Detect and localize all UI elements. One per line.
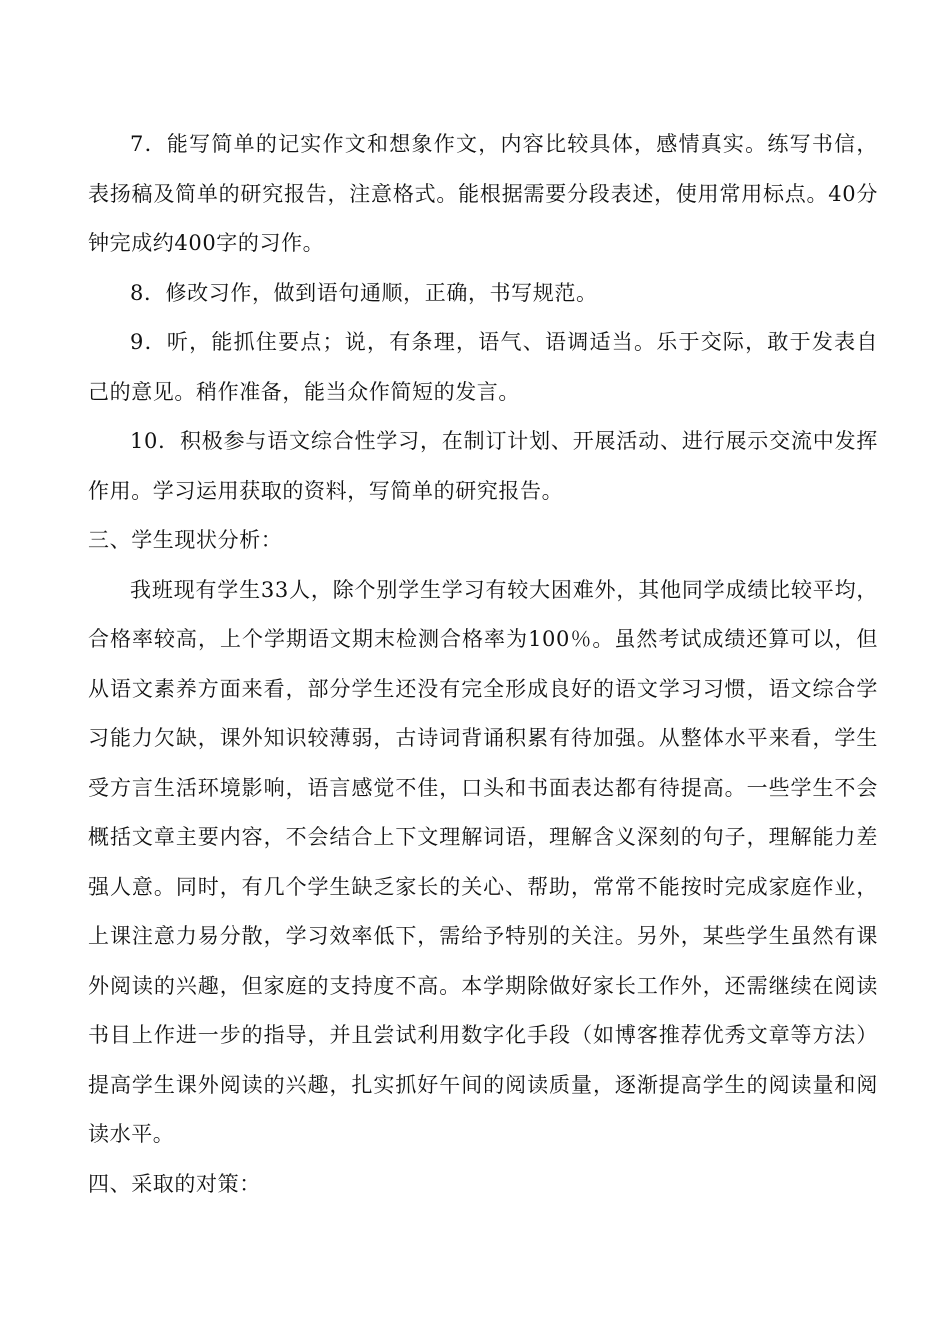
section-heading-countermeasures: 四、采取的对策：	[88, 1171, 261, 1196]
paragraph-student-analysis: 我班现有学生33人，除个别学生学习有较大困难外，其他同学成绩比较平均，合格率较高，上个学期语文期末检测合格率为100％。虽然考试成绩还算可以，但从语文素养方面来看，部分学生还没有完全形成良好的语文学习习惯，语文综合学习能力欠缺，课外知识较薄弱，古诗词背诵积累有待加强。从整体水平来看，学生受方言生活环境影响，语言感觉不佳，口头和书面表达都有待提高。一些学生不会概括文章主要内容，不会结合上下文理解词语，理解含义深刻的句子，理解能力差强人意。同时，有几个学生缺乏家长的关心、帮助，常常不能按时完成家庭作业，上课注意力易分散，学习效率低下，需给予特别的关注。另外，某些学生虽然有课外阅读的兴趣，但家庭的支持度不高。本学期除做好家长工作外，还需继续在阅读书目上作进一步的指导，并且尝试利用数字化手段（如博客推荐优秀文章等方法）提高学生课外阅读的兴趣，扎实抓好午间的阅读质量，逐渐提高学生的阅读量和阅读水平。	[88, 577, 878, 1146]
document-body	[88, 120, 878, 1209]
section-heading-student-analysis: 三、学生现状分析：	[88, 528, 283, 552]
paragraph-item-7: 7．能写简单的记实作文和想象作文，内容比较具体，感情真实。练写书信，表扬稿及简单的研究报告，注意格式。能根据需要分段表述，使用常用标点。40分钟完成约400字的习作。	[88, 132, 878, 255]
paragraph-item-8: 8．修改习作，做到语句通顺，正确，书写规范。	[130, 280, 598, 305]
paragraph-item-10: 10．积极参与语文综合性学习，在制订计划、开展活动、进行展示交流中发挥作用。学习运用获取的资料，写简单的研究报告。	[88, 429, 878, 503]
paragraph-item-9: 9．听，能抓住要点；说，有条理，语气、语调适当。乐于交际，敢于发表自己的意见。稍作准备，能当众作简短的发言。	[88, 330, 878, 404]
